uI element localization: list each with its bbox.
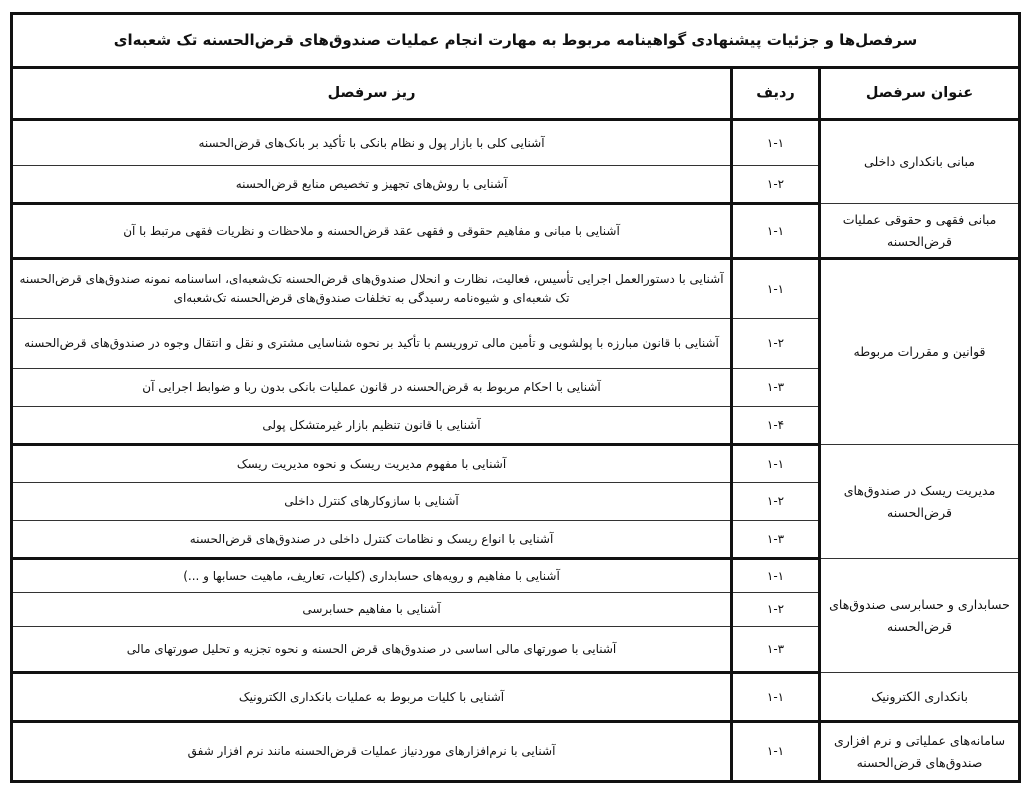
row-number: ۱-۲ bbox=[732, 483, 820, 521]
subtopic-cell: آشنایی با صورتهای مالی اساسی در صندوق‌های قرض الحسنه و نحوه تجزیه و تحلیل صورتهای مالی bbox=[12, 627, 732, 673]
table-row bbox=[12, 559, 1020, 593]
row-number: ۱-۳ bbox=[732, 521, 820, 559]
subtopic-cell: آشنایی با دستورالعمل اجرایی تأسیس، فعالیت، نظارت و انحلال صندوق‌های قرض‌الحسنه تک‌شعبه‌ای، اساسنامه نمونه صندوق‌های قرض‌الحسنه تک شعبه‌ای و شیوه‌نامه رسیدگی به تخلفات صندوق‌های قرض‌الحسنه تک‌شعبه‌ای bbox=[12, 259, 732, 319]
subtopic-cell: آشنایی با کلیات مربوط به عملیات بانکداری الکترونیک bbox=[12, 673, 732, 722]
document-page bbox=[10, 12, 1018, 783]
topic-cell: سامانه‌های عملیاتی و نرم افزاری صندوق‌های قرض‌الحسنه bbox=[820, 722, 1020, 782]
subtopic-cell: آشنایی با مفاهیم و رویه‌های حسابداری (کلیات، تعاریف، ماهیت حسابها و ...) bbox=[12, 559, 732, 593]
table-row bbox=[12, 445, 1020, 483]
row-number: ۱-۱ bbox=[732, 673, 820, 722]
subtopic-cell: آشنایی با مبانی و مفاهیم حقوقی و فقهی عقد قرض‌الحسنه و ملاحظات و نظریات فقهی مرتبط با آن bbox=[12, 204, 732, 259]
header-topic: عنوان سرفصل bbox=[820, 68, 1020, 120]
table-row bbox=[12, 120, 1020, 166]
row-number: ۱-۱ bbox=[732, 722, 820, 782]
subtopic-cell: آشنایی کلی با بازار پول و نظام بانکی با تأکید بر بانک‌های قرض‌الحسنه bbox=[12, 120, 732, 166]
row-number: ۱-۲ bbox=[732, 593, 820, 627]
table-row bbox=[12, 259, 1020, 319]
row-number: ۱-۴ bbox=[732, 407, 820, 445]
row-number: ۱-۱ bbox=[732, 559, 820, 593]
syllabus-table bbox=[10, 12, 1021, 783]
subtopic-cell: آشنایی با نرم‌افزارهای موردنیاز عملیات قرض‌الحسنه مانند نرم افزار شفق bbox=[12, 722, 732, 782]
row-number: ۱-۲ bbox=[732, 319, 820, 369]
row-number: ۱-۱ bbox=[732, 120, 820, 166]
subtopic-cell: آشنایی با روش‌های تجهیز و تخصیص منابع قرض‌الحسنه bbox=[12, 166, 732, 204]
subtopic-cell: آشنایی با قانون مبارزه با پولشویی و تأمین مالی تروریسم با تأکید بر نحوه شناسایی مشتری و نقل و انتقال وجوه در صندوق‌های قرض‌الحسنه bbox=[12, 319, 732, 369]
row-number: ۱-۱ bbox=[732, 259, 820, 319]
subtopic-cell: آشنایی با مفاهیم حسابرسی bbox=[12, 593, 732, 627]
table-row bbox=[12, 204, 1020, 259]
subtopic-cell: آشنایی با انواع ریسک و نظامات کنترل داخلی در صندوق‌های قرض‌الحسنه bbox=[12, 521, 732, 559]
table-row bbox=[12, 673, 1020, 722]
row-number: ۱-۲ bbox=[732, 166, 820, 204]
topic-cell: قوانین و مقررات مربوطه bbox=[820, 259, 1020, 445]
topic-cell: مبانی فقهی و حقوقی عملیات قرض‌الحسنه bbox=[820, 204, 1020, 259]
subtopic-cell: آشنایی با قانون تنظیم بازار غیرمتشکل پولی bbox=[12, 407, 732, 445]
row-number: ۱-۳ bbox=[732, 369, 820, 407]
table-row bbox=[12, 722, 1020, 782]
topic-cell: بانکداری الکترونیک bbox=[820, 673, 1020, 722]
row-number: ۱-۱ bbox=[732, 204, 820, 259]
topic-cell: حسابداری و حسابرسی صندوق‌های قرض‌الحسنه bbox=[820, 559, 1020, 673]
subtopic-cell: آشنایی با احکام مربوط به قرض‌الحسنه در قانون عملیات بانکی بدون ربا و ضوابط اجرایی آن bbox=[12, 369, 732, 407]
header-subtopic: ریز سرفصل bbox=[12, 68, 732, 120]
row-number: ۱-۱ bbox=[732, 445, 820, 483]
topic-cell: مدیریت ریسک در صندوق‌های قرض‌الحسنه bbox=[820, 445, 1020, 559]
header-row: ردیف bbox=[732, 68, 820, 120]
subtopic-cell: آشنایی با سازوکارهای کنترل داخلی bbox=[12, 483, 732, 521]
topic-cell: مبانی بانکداری داخلی bbox=[820, 120, 1020, 204]
table-title: سرفصل‌ها و جزئیات پیشنهادی گواهینامه مربوط به مهارت انجام عملیات صندوق‌های قرض‌الحسنه تک شعبه‌ای bbox=[12, 14, 1020, 68]
subtopic-cell: آشنایی با مفهوم مدیریت ریسک و نحوه مدیریت ریسک bbox=[12, 445, 732, 483]
row-number: ۱-۳ bbox=[732, 627, 820, 673]
